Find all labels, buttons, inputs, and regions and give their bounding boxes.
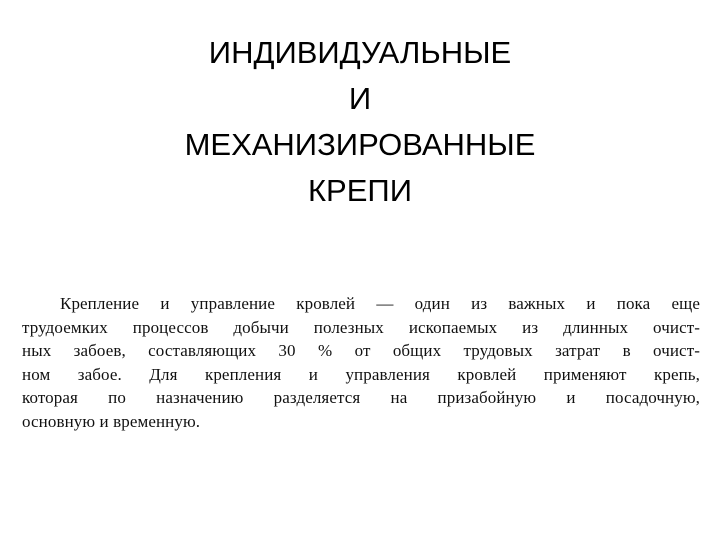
title-line-2: И — [348, 81, 372, 116]
scanned-text-excerpt — [22, 292, 700, 433]
excerpt-line-6: основную и временную. — [22, 411, 201, 431]
excerpt-line-5: которая по назначению разделяется на призабойную и посадочную, — [22, 388, 700, 407]
excerpt-line-3: ных забоев, составляющих 30 % от общих трудовых затрат в очист- — [22, 341, 700, 360]
excerpt-line-4: ном забое. Для крепления и управления кровлей применяют крепь, — [22, 364, 700, 384]
title-line-4: КРЕПИ — [308, 173, 412, 208]
title-line-3: МЕХАНИЗИРОВАННЫЕ — [184, 127, 536, 162]
excerpt-line-1: Крепление и управление кровлей — один из важных и пока еще — [60, 294, 700, 313]
slide-title — [40, 30, 680, 214]
excerpt-line-2: трудоемких процессов добычи полезных ископаемых из длинных очист- — [22, 317, 700, 337]
title-line-1: ИНДИВИДУАЛЬНЫЕ — [208, 35, 512, 70]
